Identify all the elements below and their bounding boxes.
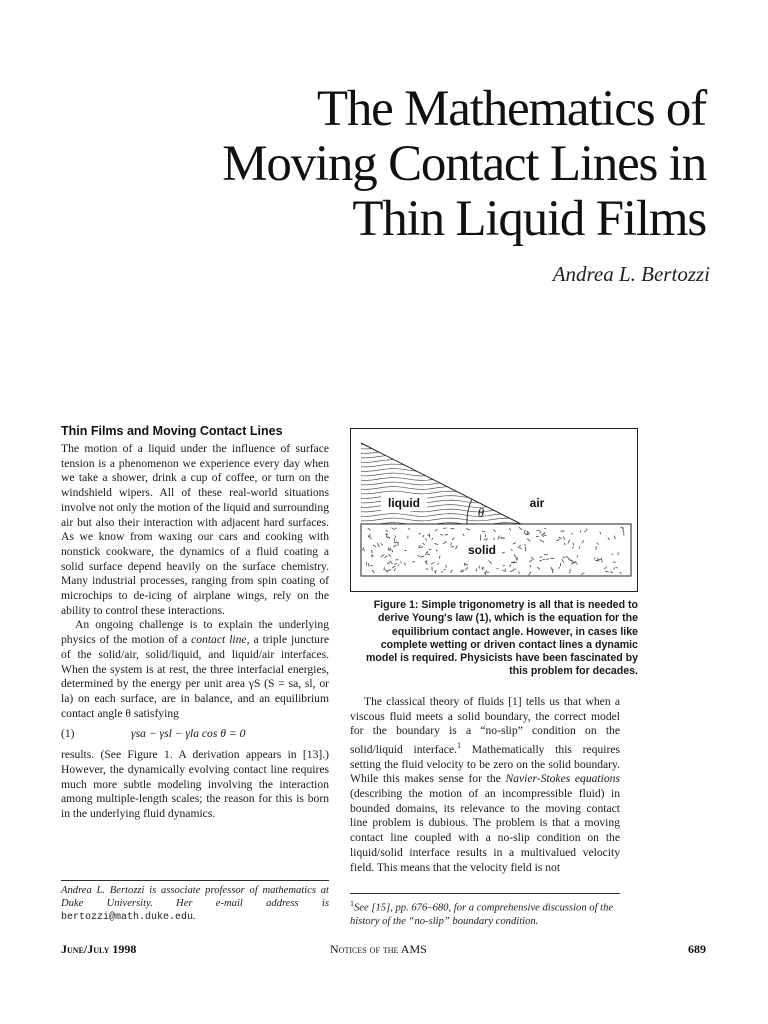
equation-1 <box>61 727 329 740</box>
author-footnote-text: Andrea L. Bertozzi is associate professor of mathematics at Duke University. Her e-mail address is <box>61 885 329 909</box>
solid-grain <box>595 560 598 561</box>
equation-body: γsa − γsl − γla cos θ = 0 <box>131 727 246 741</box>
liquid-wave-line <box>361 460 523 463</box>
liquid-wave-line <box>361 464 523 467</box>
solid-grain <box>482 531 485 532</box>
liquid-wave-line <box>361 473 523 476</box>
right-paragraph-1-text-a: The classical theory of fluids [1] tells us that when a viscous fluid meets a solid boundary, the correct model for the boundary is a “no-slip” condition on the solid/liquid interface. <box>350 695 620 756</box>
solid-grain <box>394 538 395 541</box>
liquid-wave-line <box>361 518 523 521</box>
author-name: Andrea L. Bertozzi <box>552 262 710 286</box>
liquid-wave-line <box>361 469 523 472</box>
paragraph-2-text-b: , a triple juncture of the solid/air, solid/liquid, and liquid/air interfaces. When the system is at rest, the three interfacial energies, determined by the energy per unit area γS (S = sa, sl, or la) on each surface, are in balance, and an equilibrium contact angle θ satisfying <box>61 633 329 720</box>
paragraph-2-emphasis: contact line <box>191 633 247 647</box>
air-label: air <box>529 496 545 510</box>
section-heading: Thin Films and Moving Contact Lines <box>61 424 283 438</box>
liquid-wave-line <box>361 442 523 445</box>
paragraph-2 <box>61 618 329 721</box>
right-column <box>350 695 620 875</box>
theta-label: θ <box>477 505 485 520</box>
liquid-wave-line <box>361 487 523 490</box>
right-paragraph-1-text-b: Mathematically this requires setting the fluid velocity to be zero on the solid boundary. While this makes sense for the <box>350 742 620 786</box>
liquid-wave-line <box>361 451 523 454</box>
right-paragraph-1-text-c: (describing the motion of an incompressible fluid) in bounded domains, its relevance to the moving contact line problem is dubious. The problem is that a moving contact line coupled with a no-slip condition on the liquid/solid interface results in a multivalued velocity field. This means that the velocity field is not <box>350 787 620 874</box>
solid-grain <box>435 571 436 573</box>
paragraph-1: The motion of a liquid under the influence of surface tension is a phenomenon we experience every day when we take a shower, drink a cup of coffee, or turn on the windshield wipers. All of these real-world situations involve not only the motion of the liquid and surrounding air but also their interaction with adjacent hard surfaces. As we know from waxing our cars and cooking with nonstick cookware, the dynamics of a fluid coating a solid surface depend heavily on the surface chemistry. Many industrial processes, ranging from spin coating of microchips to de-icing of airplane wings, rely on the ability to control these interactions. <box>61 442 329 617</box>
paragraph-3: results. (See Figure 1. A derivation appears in [13].) However, the dynamically evolving contact line requires much more subtle modeling involving the interaction among multiple-length scales; the reason for this is born in the underlying fluid dynamics. <box>61 748 329 821</box>
paragraph-2-text-a: An ongoing challenge is to explain the underlying physics of the motion of a <box>61 618 329 647</box>
figure-1 <box>350 428 638 592</box>
left-column <box>61 424 329 822</box>
solid-grain <box>426 569 429 570</box>
article-title <box>66 82 706 247</box>
liquid-label: liquid <box>388 496 420 510</box>
title-line-1: The Mathematics of <box>316 81 706 137</box>
author-email[interactable]: bertozzi@math.duke.edu <box>61 912 194 923</box>
solid-grain <box>544 554 548 555</box>
solid-grain <box>561 531 565 532</box>
author-footnote-end: . <box>193 911 196 922</box>
title-line-2: Moving Contact Lines in <box>222 136 706 192</box>
footnote-1-marker: 1 <box>350 899 354 908</box>
page-number: 689 <box>688 942 706 956</box>
footer-journal: Notices of the AMS <box>330 942 427 956</box>
footnote-1 <box>350 893 620 928</box>
solid-grain <box>429 549 431 550</box>
solid-grain <box>480 538 481 541</box>
solid-grain <box>479 566 480 569</box>
solid-grain <box>553 569 554 573</box>
right-paragraph-1 <box>350 695 620 875</box>
liquid-wave-line <box>361 446 523 449</box>
right-paragraph-1-emphasis: Navier-Stokes equations <box>505 772 620 786</box>
contact-angle-diagram <box>351 429 637 591</box>
figure-caption: Figure 1: Simple trigonometry is all that is needed to derive Young's law (1), which is the equation for the equilibrium contact angle. However, in cases like complete wetting or driven contact lines a dynamic model is required. Physicists have been fascinated by this problem for decades. <box>365 599 638 678</box>
liquid-wave-line <box>361 478 523 481</box>
footnote-marker: 1 <box>456 741 461 751</box>
author-footnote <box>61 880 329 924</box>
solid-grain <box>510 565 511 568</box>
footnote-1-text: See [15], pp. 676–680, for a comprehensive discussion of the history of the “no-slip” boundary condition. <box>350 902 614 927</box>
liquid-wave-line <box>361 514 523 517</box>
equation-number: (1) <box>61 727 75 741</box>
footer-date: June/July 1998 <box>61 942 137 956</box>
liquid-wave-line <box>361 491 523 494</box>
solid-grain <box>408 529 410 530</box>
solid-label: solid <box>467 543 497 557</box>
title-line-3: Thin Liquid Films <box>352 191 706 247</box>
solid-grain <box>446 565 447 568</box>
solid-grain <box>525 547 526 551</box>
solid-grain <box>573 546 574 548</box>
